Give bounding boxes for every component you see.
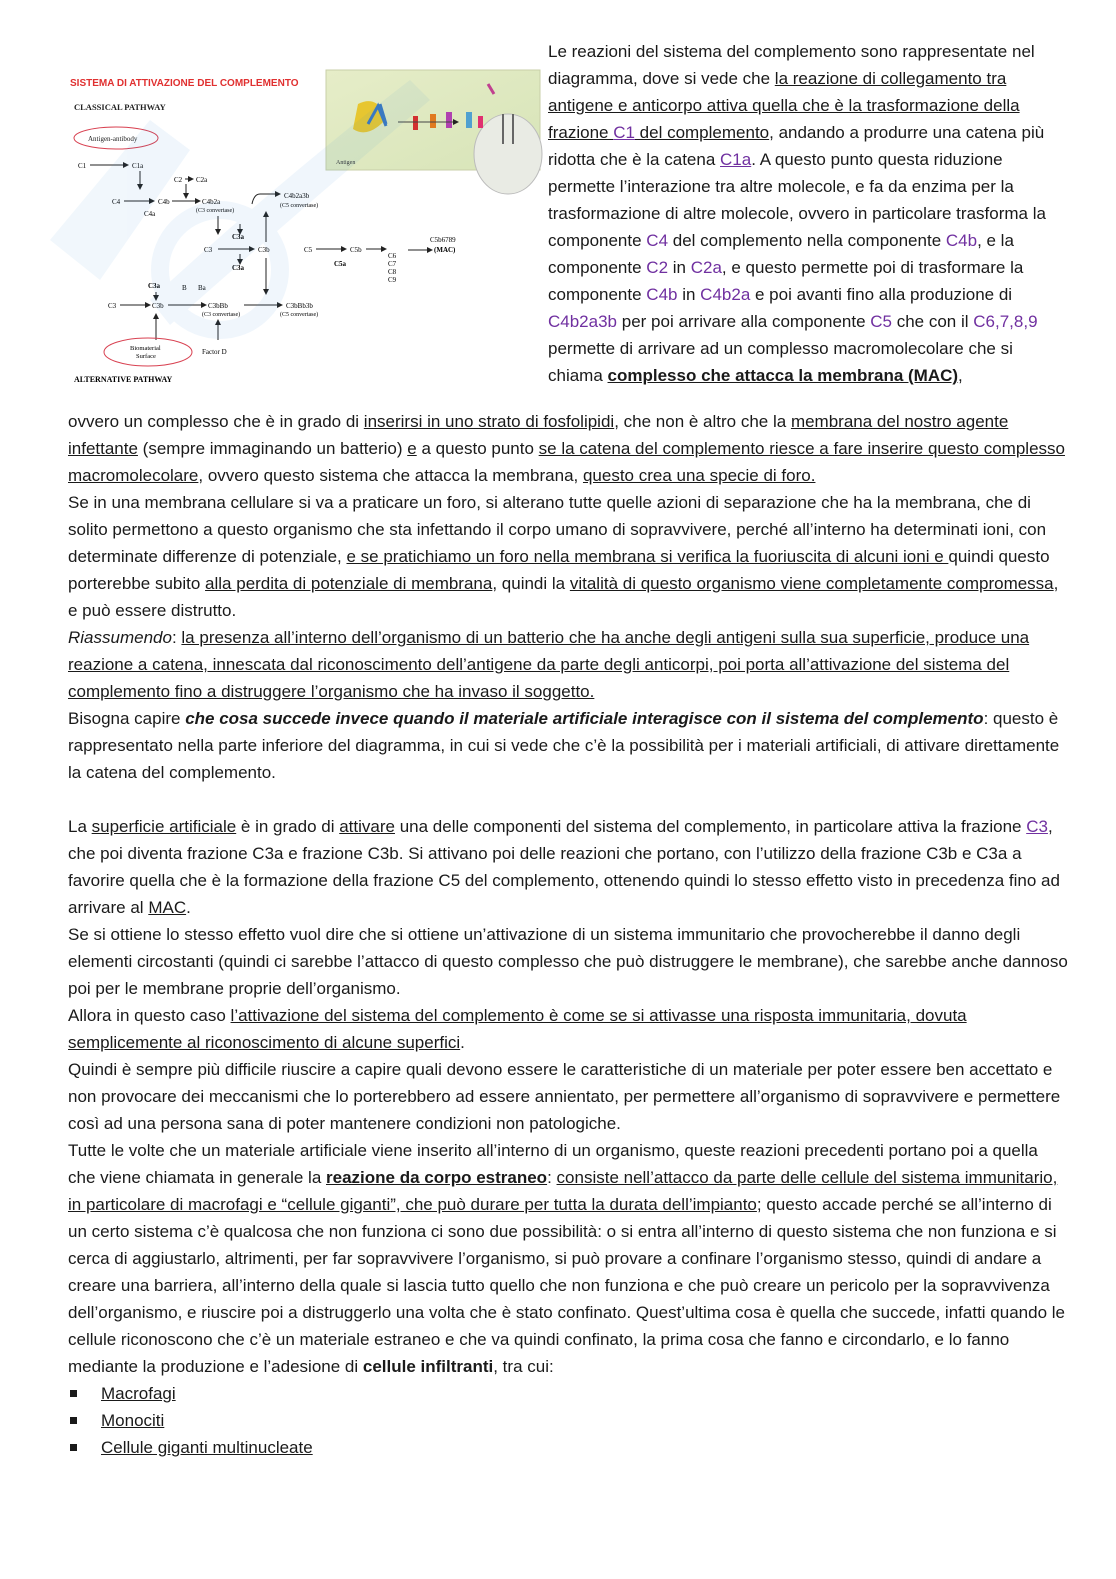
svg-text:C5b6789: C5b6789 [430,236,456,244]
svg-text:C5: C5 [304,246,313,254]
svg-text:C5b: C5b [350,246,362,254]
svg-text:C3: C3 [108,302,117,310]
paragraph-materiale-artificiale: Bisogna capire che cosa succede invece quando il materiale artificiale interagisce con il sistema del complemento: questo è rappresentato nella parte inferiore del diagramma, in cui si vede che c’è la possibilità per i materiali artificiali, di attivare direttamente la catena del complemento. [68,709,1060,782]
paragraph-corpo-estraneo: Tutte le volte che un materiale artificiale viene inserito all’interno di un organismo, queste reazioni precedenti portano poi a quella che viene chiamata in generale la reazione da corpo estraneo: consiste nell’attacco da parte delle cellule del sistema immunitario, in particolare di macrofagi e “cellule giganti”, che può durare per tutta la durata dell’impianto; questo accade perché se all’interno di un certo sistema c’è qualcosa che non funziona ci sono due possibilità: o si entra all’interno di questo sistema che non funziona e si cerca di aggiustarlo, altrimenti, per far sopravvivere l’organismo, si può provare a confinare l’organismo stesso, quindi di andare a creare una barriera, all’interno della quale si lascia tutto quello che non funziona e che può creare un pericolo per la sopravvivenza dell’organismo, e riuscire poi a distruggerlo una volta che è stato confinato. Quest’ultima cosa è quella che succede, infatti quando le cellule riconoscono che c’è un materiale estraneo e che va quindi confinato, la prima cosa che fanno e circondarlo, e lo fanno mediante la produzione e l’adesione di cellule infiltranti, tra cui: [68,1141,1065,1376]
svg-text:(C3 convertase): (C3 convertase) [196,208,235,214]
complement-inset-illustration [326,70,542,194]
svg-text:Ba: Ba [198,284,206,292]
svg-text:C3bBb: C3bBb [208,302,228,310]
mac-term: complesso che attacca la membrana (MAC) [607,366,959,385]
list-item: Monociti [68,1407,1068,1434]
paragraph-allora: Allora in questo caso l’attivazione del sistema del complemento è come se si attivasse una risposta immunitaria, dovuta semplicemente al riconoscimento di alcune superfici. [68,1006,967,1052]
alternative-pathway-label: ALTERNATIVE PATHWAY [74,375,173,384]
intro-paragraph: Le reazioni del sistema del complemento sono rappresentate nel diagramma, dove si vede che la reazione di collegamento tra antigene e anticorpo attiva quella che è la trasformazione della frazione C1 del complemento, andando a produrre una catena più ridotta che è la catena C1a. A questo punto questa riduzione permette l’interazione tra altre molecole, e fa da enzima per la trasformazione di altre molecole, ovvero in particolare trasforma la componente C4 del complemento nella componente C4b, e la componente C2 in C2a, e questo permette poi di trasformare la componente C4b in C4b2a e poi avanti fino alla produzione di C4b2a3b per poi arrivare alla componente C5 che con il C6,7,8,9 permette di arrivare ad un complesso macromolecolare che si chiama complesso che attacca la membrana (MAC), [548,42,1046,385]
antigen-antibody-label: Antigen-antibody [88,135,138,143]
svg-text:C3a: C3a [232,233,245,241]
diagram-title: SISTEMA DI ATTIVAZIONE DEL COMPLEMENTO [70,78,299,89]
complement-diagram [68,64,544,408]
svg-text:C8: C8 [388,268,397,276]
svg-text:(C5 convertase): (C5 convertase) [280,312,319,318]
document-page [68,38,1068,1461]
bullet-square-icon [70,1417,77,1424]
list-item: Macrofagi [68,1380,1068,1407]
paragraph-riassumendo: Riassumendo: la presenza all’interno dell’organismo di un batterio che ha anche degli antigeni sulla sua superficie, produce una reazione a catena, innescata dal riconoscimento dell’antigene da parte degli anticorpi, poi porta all’attivazione del sistema del complemento fino a distruggere l’organismo che ha invaso il soggetto. [68,628,1030,701]
svg-text:C4a: C4a [144,210,156,218]
svg-text:C3a: C3a [148,282,161,290]
paragraph-membrane: ovvero un complesso che è in grado di inserirsi in uno strato di fosfolipidi, che non è altro che la membrana del nostro agente infettante (sempre immaginando un batterio) e a questo punto se la catena del complemento riesce a fare inserire questo complesso macromolecolare, ovvero questo sistema che attacca la membrana, questo crea una specie di foro. [68,412,1065,485]
svg-text:C4b2a3b: C4b2a3b [284,192,310,200]
classical-pathway-label: CLASSICAL PATHWAY [74,102,166,112]
infiltrating-cells-list [68,1380,1068,1461]
svg-text:C3b: C3b [258,246,270,254]
svg-text:(C5 convertase): (C5 convertase) [280,203,319,209]
complement-diagram-figure [68,64,544,408]
list-item: Cellule giganti multinucleate [68,1434,1068,1461]
svg-text:C2: C2 [174,176,183,184]
svg-text:(C3 convertase): (C3 convertase) [202,312,241,318]
svg-text:C4b2a: C4b2a [202,198,221,206]
paragraph-caratteristiche: Quindi è sempre più difficile riuscire a capire quali devono essere le caratteristiche di un materiale per poter essere ben accettato e non provocare dei meccanismi che lo porterebbero ad essere annientato, per permettere all’organismo di sopravvivere e permettere così ad una persona sana di poter mantenere condizioni non patologiche. [68,1060,1061,1133]
svg-text:(MAC): (MAC) [434,246,456,254]
svg-text:C3a: C3a [232,264,245,272]
factor-d-label: Factor D [202,348,227,356]
svg-text:Surface: Surface [136,353,156,360]
svg-text:C2a: C2a [196,176,208,184]
svg-text:C7: C7 [388,260,397,268]
svg-text:C1a: C1a [132,162,144,170]
svg-text:B: B [182,284,187,292]
paragraph-superficie: La superficie artificiale è in grado di attivare una delle componenti del sistema del complemento, in particolare attiva la frazione C3, che poi diventa frazione C3a e frazione C3b. Si attivano poi delle reazioni che portano, con l’utilizzo della frazione C3b e C3a a favorire quella che è la formazione della frazione C5 del complemento, ottenendo quindi lo stesso effetto visto in precedenza fino ad arrivare al MAC. [68,817,1060,917]
svg-text:C9: C9 [388,276,397,284]
biomaterial-label: Biomaterial [130,345,161,352]
svg-text:C4: C4 [112,198,121,206]
svg-text:C5a: C5a [334,260,347,268]
svg-text:C1: C1 [78,162,87,170]
bullet-square-icon [70,1444,77,1451]
svg-text:C3b: C3b [152,302,164,310]
svg-text:C6: C6 [388,252,397,260]
svg-text:Antigen: Antigen [336,160,356,166]
paragraph-stesso-effetto: Se si ottiene lo stesso effetto vuol dire che si ottiene un’attivazione di un sistema immunitario che provocherebbe il danno degli elementi circostanti (quindi ci sarebbe l’attacco di questo complesso che può distruggere le membrane), che sarebbe anche dannoso poi per le membrane proprie dell’organismo. [68,925,1068,998]
svg-text:C4b: C4b [158,198,170,206]
svg-text:C3bBb3b: C3bBb3b [286,302,313,310]
bullet-square-icon [70,1390,77,1397]
svg-text:C3: C3 [204,246,213,254]
paragraph-foro: Se in una membrana cellulare si va a praticare un foro, si alterano tutte quelle azioni di separazione che ha la membrana, che di solito permettono a questo organismo che sta infettando il corpo umano di sopravvivere, perché all’interno ha determinati ioni, con determinate differenze di potenziale, e se pratichiamo un foro nella membrana si verifica la fuoriuscita di alcuni ioni e quindi questo porterebbe subito alla perdita di potenziale di membrana, quindi la vitalità di questo organismo viene completamente compromessa, e può essere distrutto. [68,493,1059,620]
